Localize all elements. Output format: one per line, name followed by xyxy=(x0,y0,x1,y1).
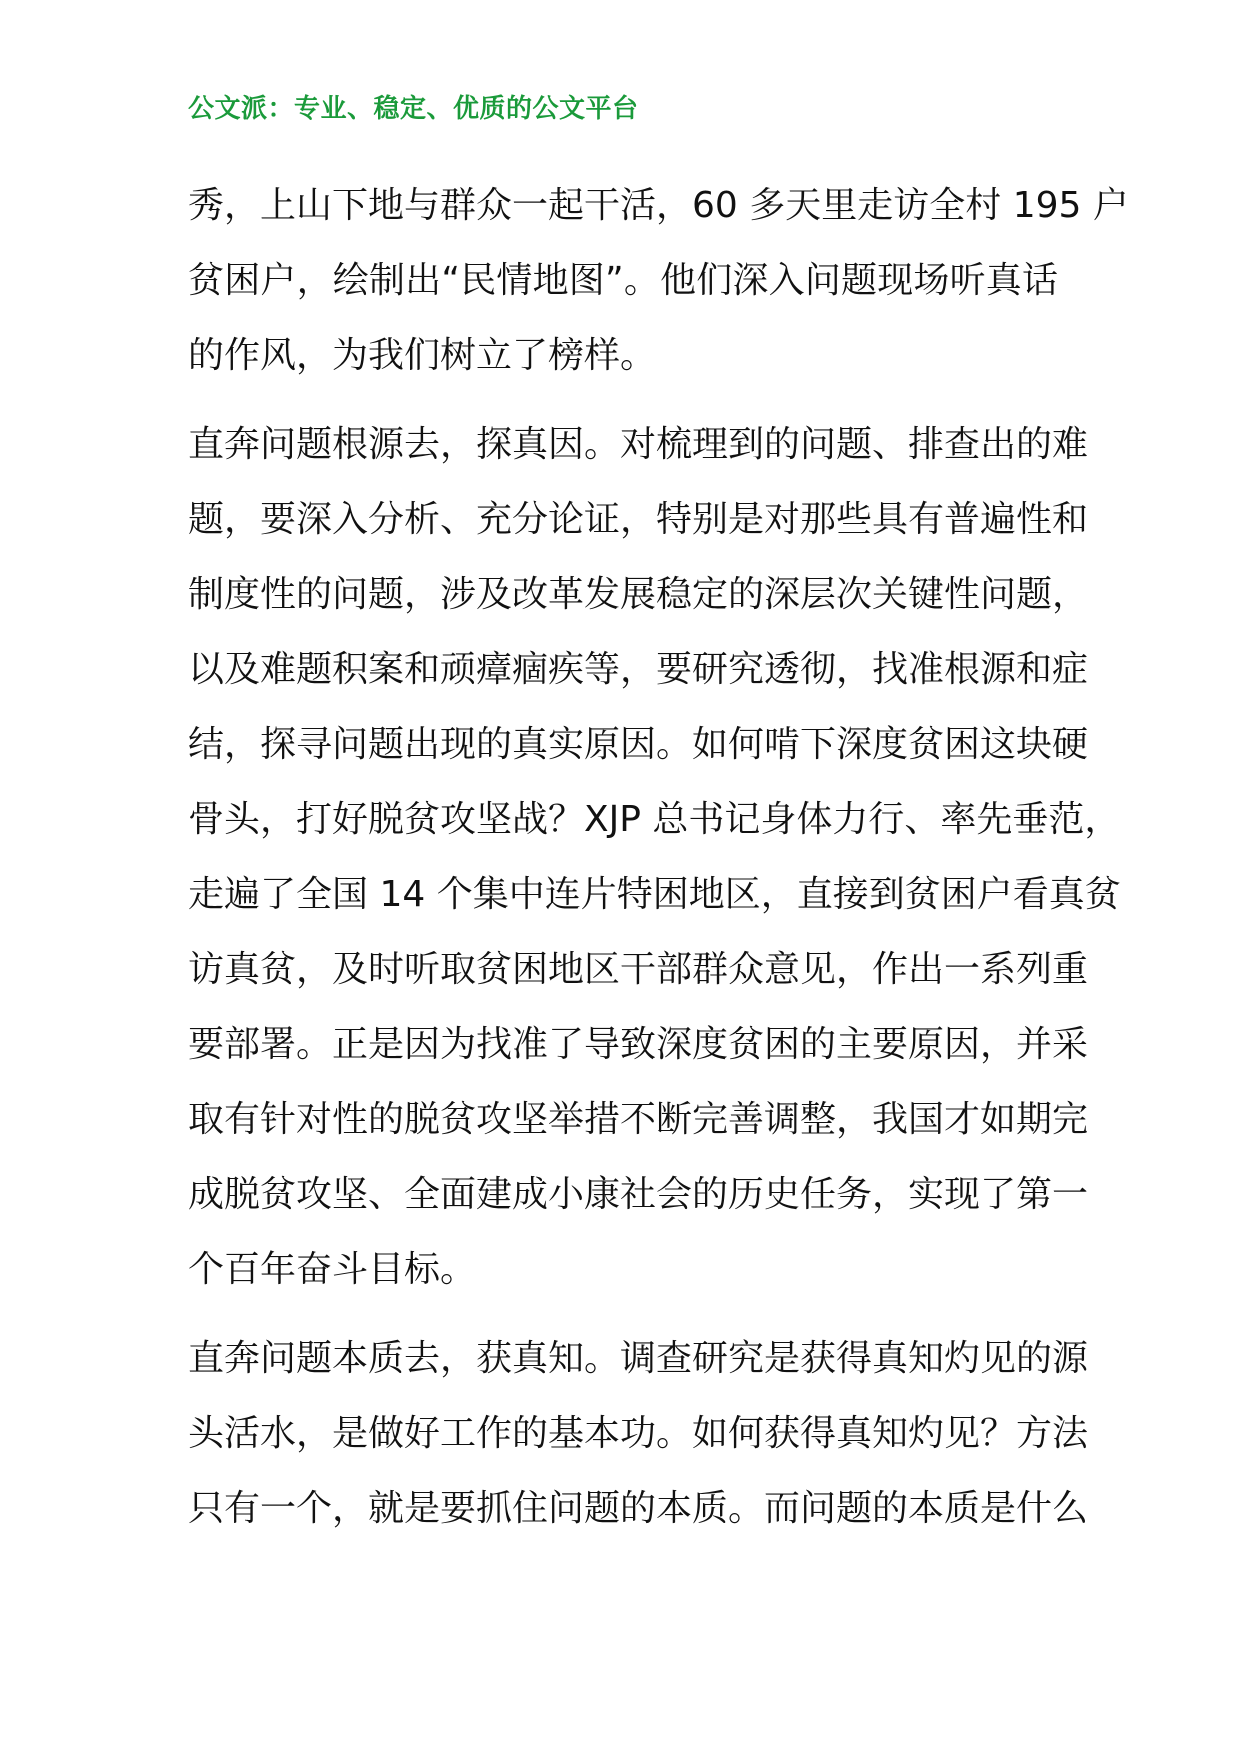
text-line: 结，探寻问题出现的真实原因。如何啃下深度贫困这块硬 xyxy=(188,724,1089,765)
text-line: 题，要深入分析、充分论证，特别是对那些具有普遍性和 xyxy=(188,499,1089,540)
paragraph-3 xyxy=(188,1321,1089,1546)
document-body xyxy=(188,168,1129,1560)
text-line: 秀，上山下地与群众一起干活，60 多天里走访全村 195 户 xyxy=(188,185,1129,226)
text-line: 贫困户，绘制出“民情地图”。他们深入问题现场听真话 xyxy=(188,260,1058,301)
text-line: 的作风，为我们树立了榜样。 xyxy=(188,335,657,376)
paragraph-2 xyxy=(188,407,1121,1307)
text-line: 成脱贫攻坚、全面建成小康社会的历史任务，实现了第一 xyxy=(188,1174,1089,1215)
text-line: 访真贫，及时听取贫困地区干部群众意见，作出一系列重 xyxy=(188,949,1089,990)
text-line: 以及难题积案和顽瘴痼疾等，要研究透彻，找准根源和症 xyxy=(188,649,1089,690)
text-line: 只有一个，就是要抓住问题的本质。而问题的本质是什么 xyxy=(188,1488,1089,1529)
page-header-title: 公文派：专业、稳定、优质的公文平台 xyxy=(188,94,639,124)
text-line: 个百年奋斗目标。 xyxy=(188,1249,477,1290)
text-line: 头活水，是做好工作的基本功。如何获得真知灼见？方法 xyxy=(188,1413,1089,1454)
text-line: 骨头，打好脱贫攻坚战？XJP 总书记身体力行、率先垂范， xyxy=(188,799,1121,840)
text-line: 制度性的问题，涉及改革发展稳定的深层次关键性问题， xyxy=(188,574,1089,615)
text-line: 直奔问题本质去，获真知。调查研究是获得真知灼见的源 xyxy=(188,1338,1089,1379)
text-line: 直奔问题根源去，探真因。对梳理到的问题、排查出的难 xyxy=(188,424,1089,465)
text-line: 要部署。正是因为找准了导致深度贫困的主要原因，并采 xyxy=(188,1024,1089,1065)
paragraph-1 xyxy=(188,168,1129,393)
text-line: 取有针对性的脱贫攻坚举措不断完善调整，我国才如期完 xyxy=(188,1099,1089,1140)
text-line: 走遍了全国 14 个集中连片特困地区，直接到贫困户看真贫 xyxy=(188,874,1121,915)
